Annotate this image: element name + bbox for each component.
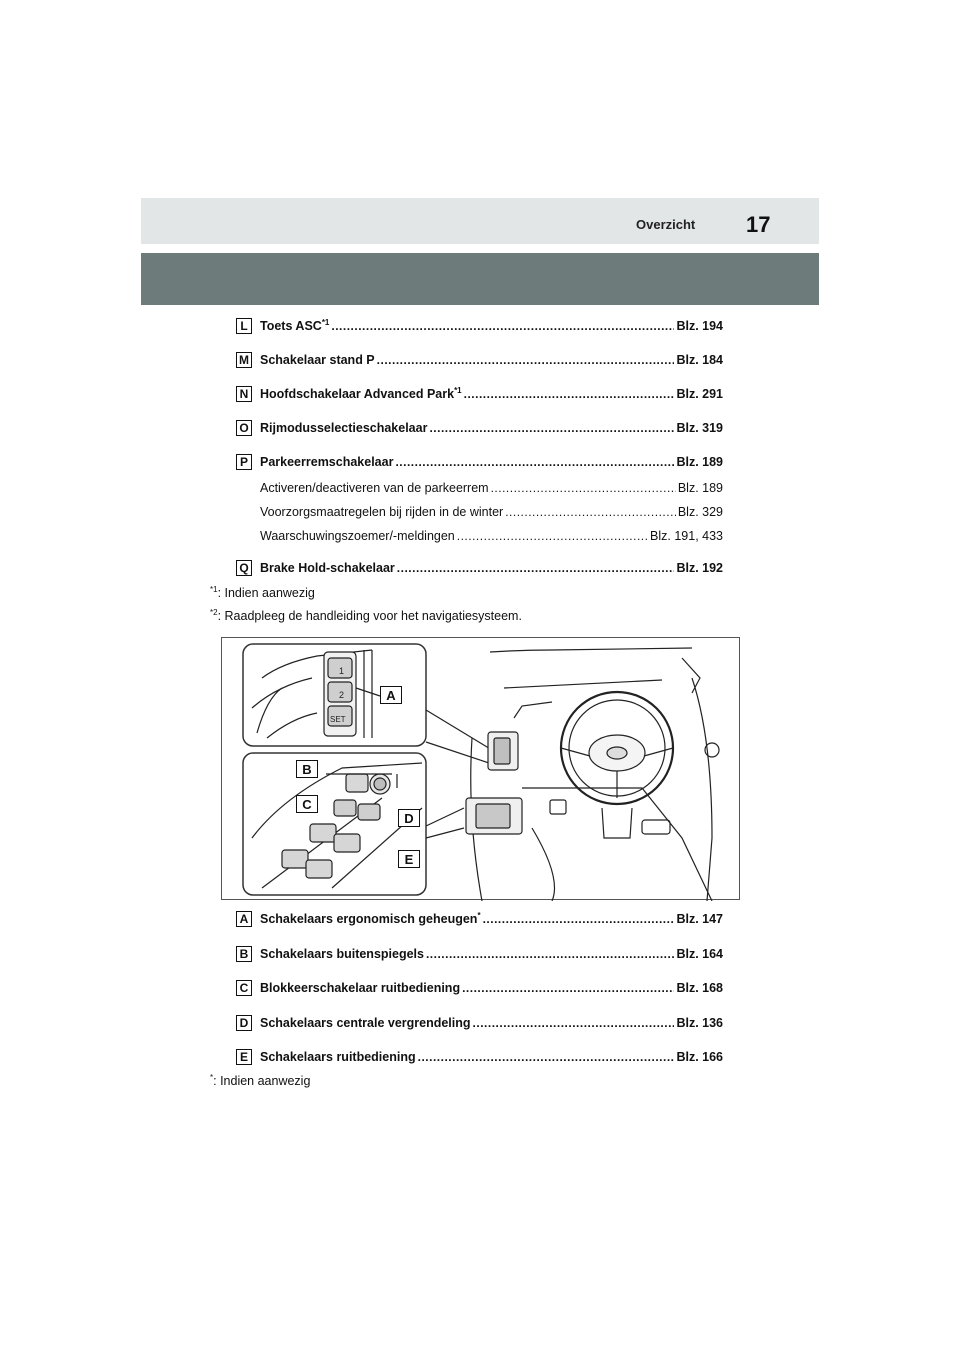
sub-entry-label: Activeren/deactiveren van de parkeerrem [260,481,489,495]
entry-page: Blz. 192 [676,561,723,575]
leader-dots [429,421,674,435]
entry-label: Schakelaars ergonomisch geheugen* [260,911,481,927]
leader-dots [473,1016,675,1030]
callout-e: E [398,850,420,868]
section-title: Overzicht [636,217,696,232]
entry-b [236,945,723,963]
entry-label: Schakelaars ruitbediening [260,1050,416,1065]
leader-dots [483,912,675,926]
sub-entry [260,528,723,544]
leader-dots [426,947,674,961]
entry-page: Blz. 164 [676,947,723,961]
entry-letter: C [236,980,252,996]
memory-2-label: 2 [339,690,345,700]
leader-dots [331,319,674,333]
entry-label: Schakelaar stand P [260,353,375,368]
entry-page: Blz. 166 [676,1050,723,1064]
entry-c [236,979,723,997]
callout-d: D [398,809,420,827]
entry-label: Brake Hold-schakelaar [260,561,395,576]
entry-page: Blz. 136 [676,1016,723,1030]
entry-page: Blz. 194 [676,319,723,333]
entry-letter: B [236,946,252,962]
entry-letter: A [236,911,252,927]
footnote: $^{*2}$: Raadpleeg de handleiding voor het navigatiesysteem. [210,608,522,624]
leader-dots [462,981,674,995]
entry-letter: M [236,352,252,368]
memory-1-label: 1 [339,666,345,676]
leader-dots [491,481,676,495]
entry-n [236,385,723,403]
leader-dots [457,529,648,543]
header-band [141,253,819,305]
entry-letter: P [236,454,252,470]
callout-b: B [296,760,318,778]
entry-letter: N [236,386,252,402]
entry-page: Blz. 168 [676,981,723,995]
entry-d [236,1014,723,1032]
entry-m [236,351,723,369]
entry-letter: O [236,420,252,436]
entry-page: Blz. 319 [676,421,723,435]
header-bar [141,198,819,244]
entry-label: Blokkeerschakelaar ruitbediening [260,981,461,996]
entry-label: Parkeerremschakelaar [260,455,394,470]
sub-entry [260,504,723,520]
sub-entry-page: Blz. 329 [677,505,723,519]
entry-letter: L [236,318,252,334]
entry-letter: D [236,1015,252,1031]
footnote: *: Indien aanwezig [210,1073,311,1089]
entry-label: Toets ASC$^{*1}$ [260,318,330,334]
entry-o [236,419,723,437]
entry-page: Blz. 189 [676,455,723,469]
entry-letter: E [236,1049,252,1065]
callout-c: C [296,795,318,813]
sub-entry-page: Blz. 191, 433 [650,529,723,543]
leader-dots [377,353,675,367]
entry-p [236,453,723,471]
sub-entry [260,480,723,496]
entry-page: Blz. 184 [676,353,723,367]
sub-entry-page: Blz. 189 [677,481,723,495]
entry-letter: Q [236,560,252,576]
entry-page: Blz. 291 [676,387,723,401]
sub-entry-label: Waarschuwingszoemer/-meldingen [260,529,455,543]
leader-dots [418,1050,675,1064]
callout-a: A [380,686,402,704]
set-label: SET [330,715,346,724]
entry-page: Blz. 147 [676,912,723,926]
entry-label: Schakelaars buitenspiegels [260,947,424,962]
leader-dots [395,455,674,469]
entry-q [236,559,723,577]
interior-illustration [221,637,740,900]
entry-label: Schakelaars centrale vergrendeling [260,1016,471,1031]
sub-entry-label: Voorzorgsmaatregelen bij rijden in de winter [260,505,504,519]
leader-dots [397,561,675,575]
footnote: $^{*1}$: Indien aanwezig [210,585,315,601]
leader-dots [464,387,675,401]
entry-l [236,317,723,335]
entry-label: Hoofdschakelaar Advanced Park$^{*1}$ [260,386,462,402]
entry-label: Rijmodusselectieschakelaar [260,421,428,436]
entry-a [236,910,723,928]
leader-dots [505,505,676,519]
entry-e [236,1048,723,1066]
page-number: 17 [746,212,771,237]
